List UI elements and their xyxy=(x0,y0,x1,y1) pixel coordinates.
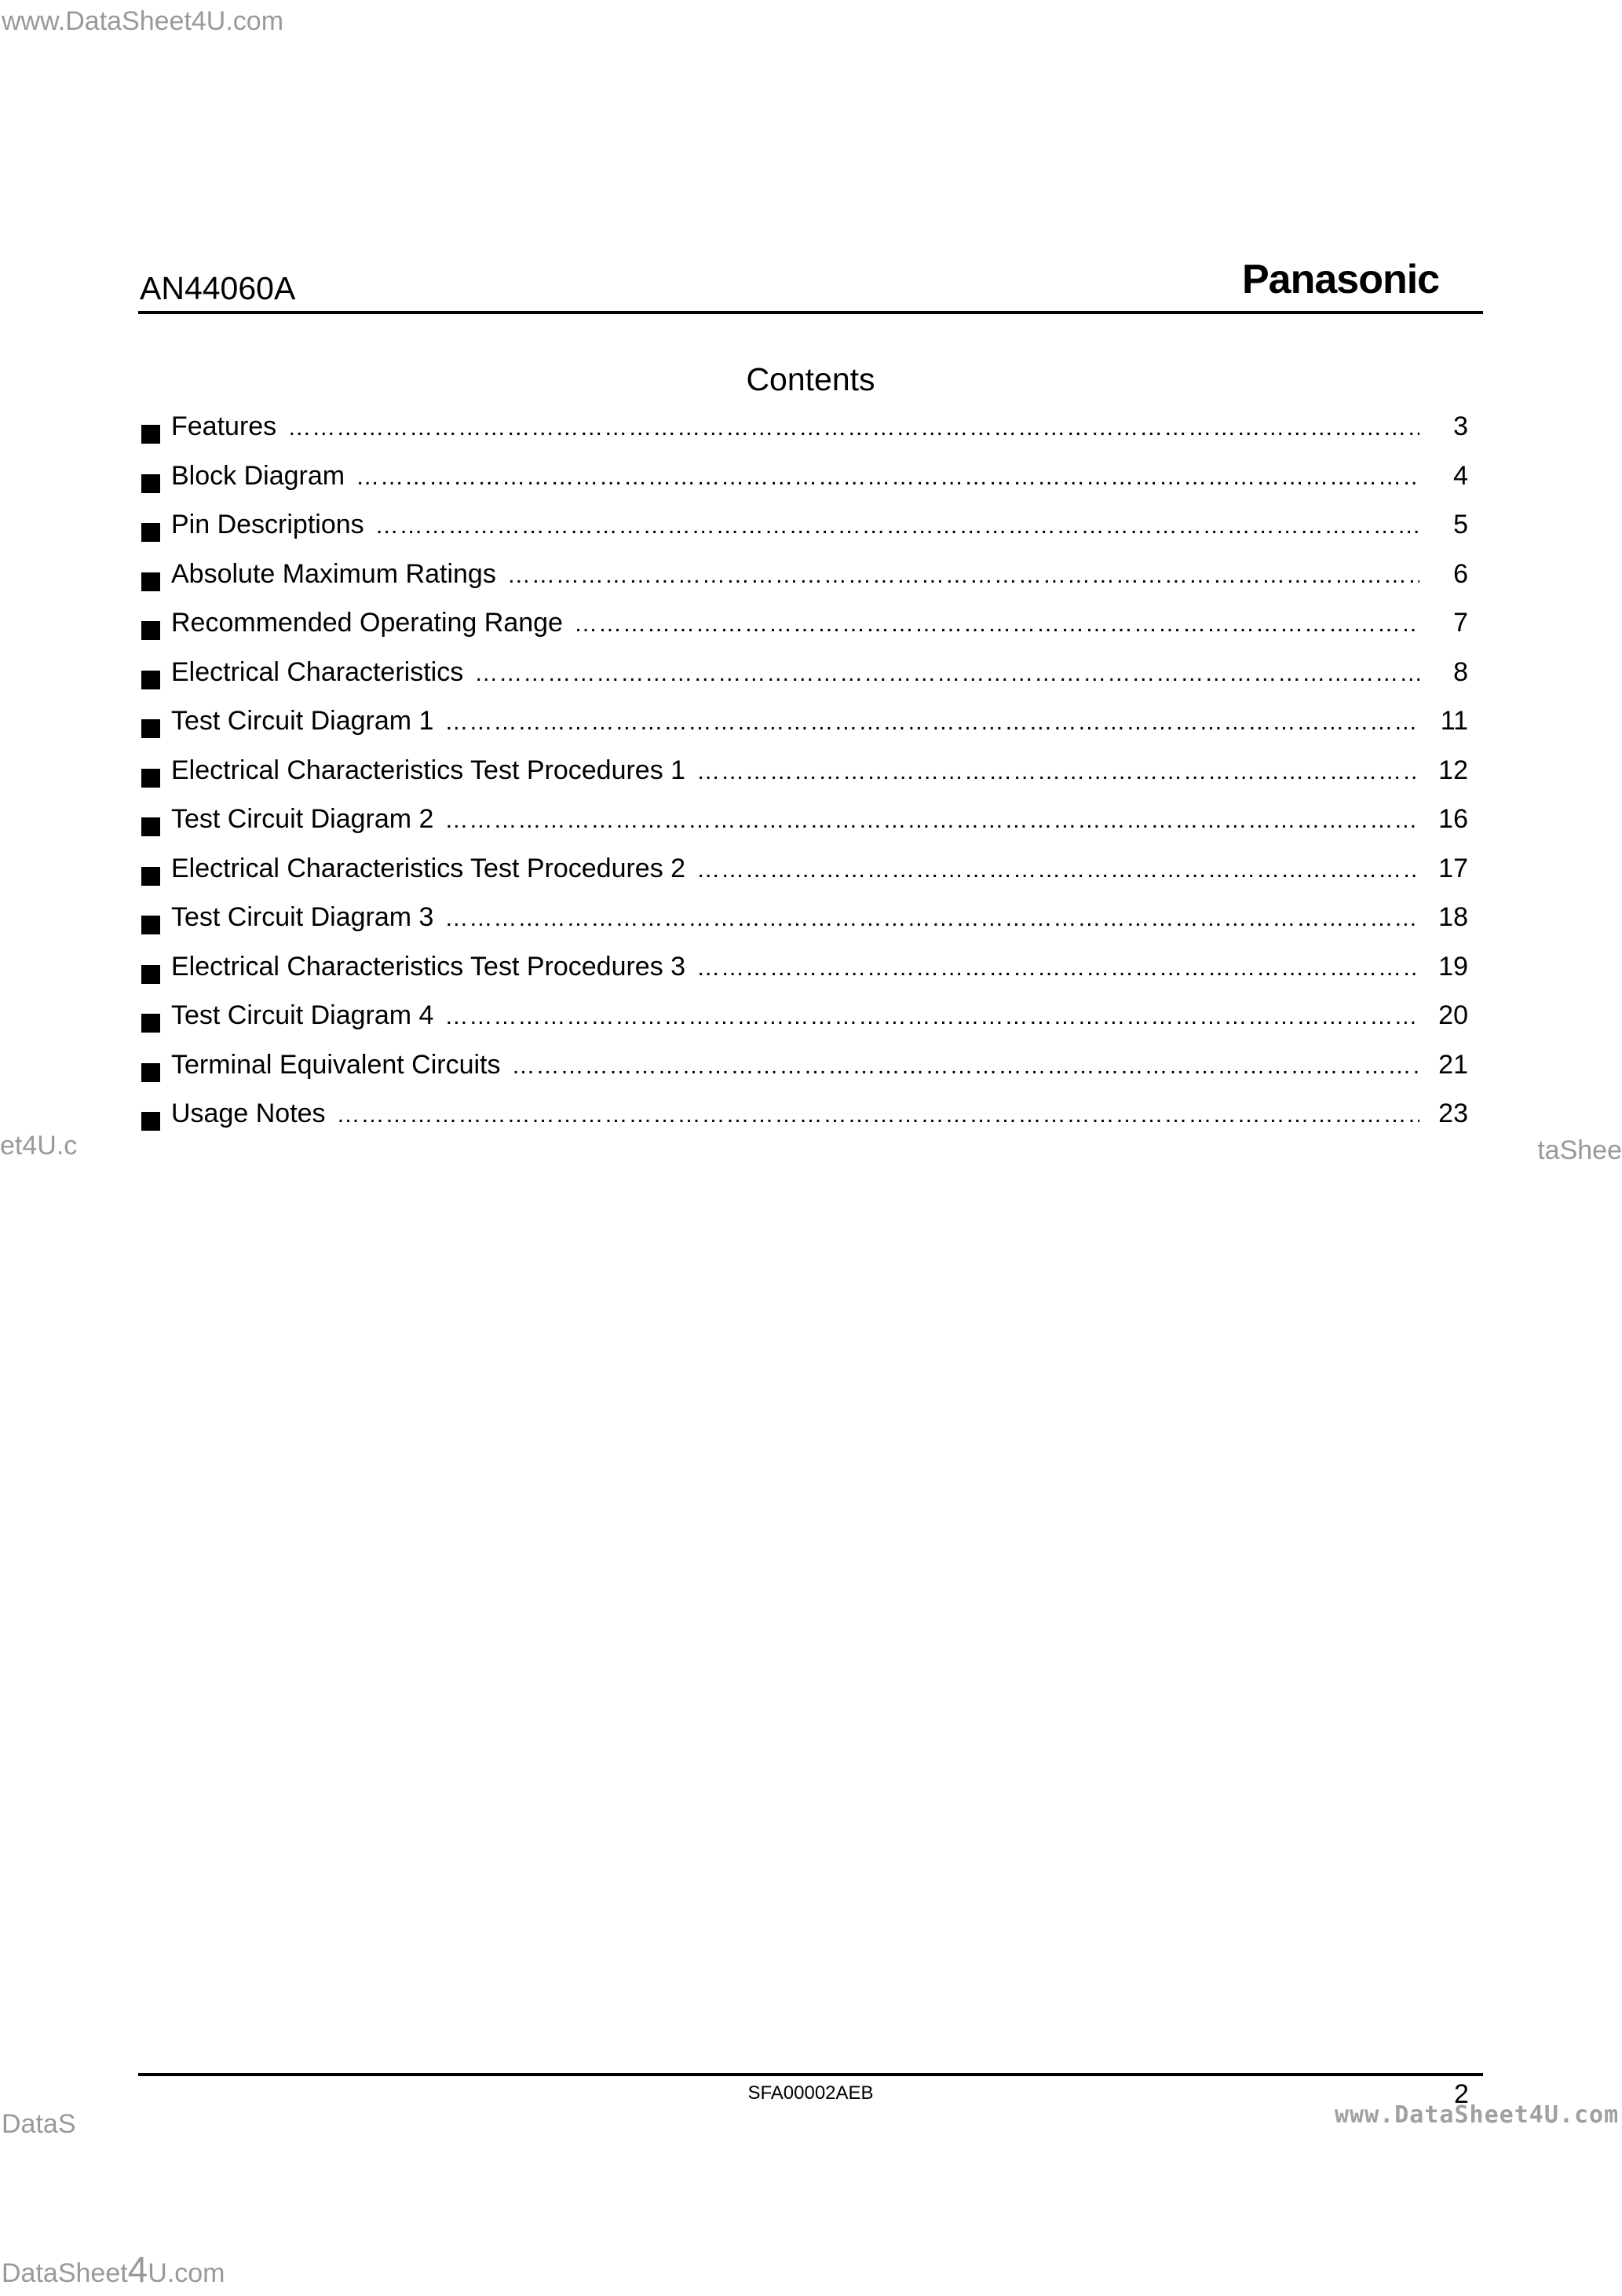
square-bullet-icon xyxy=(141,719,160,738)
toc-item[interactable] xyxy=(141,706,1468,755)
brand-logo: Panasonic xyxy=(1242,257,1440,302)
square-bullet-icon xyxy=(141,572,160,591)
watermark-bottom-suffix: U.com xyxy=(148,2258,225,2288)
square-bullet-icon xyxy=(141,474,160,493)
toc-item-title: Electrical Characteristics Test Procedures 1 xyxy=(171,755,686,785)
watermark-right-edge: taShee xyxy=(1537,1135,1622,1165)
toc-item[interactable] xyxy=(141,559,1468,609)
toc-item-title: Features xyxy=(171,411,277,441)
table-of-contents xyxy=(141,411,1468,1148)
toc-item[interactable] xyxy=(141,1099,1468,1148)
square-bullet-icon xyxy=(141,671,160,689)
toc-item-page: 16 xyxy=(1438,804,1468,834)
dot-leader xyxy=(356,464,1419,491)
toc-item[interactable] xyxy=(141,411,1468,461)
toc-item-page: 18 xyxy=(1438,902,1468,932)
document-title: AN44060A xyxy=(140,270,296,306)
dot-leader xyxy=(696,759,1419,785)
square-bullet-icon xyxy=(141,425,160,444)
toc-item-page: 17 xyxy=(1438,853,1468,883)
square-bullet-icon xyxy=(141,817,160,836)
toc-item-page: 23 xyxy=(1438,1099,1468,1128)
square-bullet-icon xyxy=(141,1112,160,1131)
watermark-lower-right: www.DataSheet4U.com xyxy=(1335,2101,1620,2129)
toc-item-title: Recommended Operating Range xyxy=(171,608,563,638)
toc-item-page: 7 xyxy=(1453,608,1468,638)
toc-item-title: Block Diagram xyxy=(171,460,345,491)
toc-item[interactable] xyxy=(141,1000,1468,1050)
toc-item[interactable] xyxy=(141,510,1468,559)
toc-item-page: 5 xyxy=(1453,510,1468,539)
watermark-bottom-big: 4 xyxy=(127,2249,148,2290)
watermark-lower-left: DataS xyxy=(2,2109,76,2139)
square-bullet-icon xyxy=(141,1063,160,1082)
toc-item-page: 11 xyxy=(1440,706,1468,736)
toc-item[interactable] xyxy=(141,461,1468,510)
toc-item-title: Electrical Characteristics xyxy=(171,656,464,687)
toc-item-page: 4 xyxy=(1453,460,1468,491)
toc-item[interactable] xyxy=(141,608,1468,657)
square-bullet-icon xyxy=(141,769,160,788)
square-bullet-icon xyxy=(141,867,160,886)
toc-item-title: Test Circuit Diagram 2 xyxy=(171,804,434,834)
dot-leader xyxy=(444,709,1419,736)
toc-item[interactable] xyxy=(141,657,1468,707)
document-code: SFA00002AEB xyxy=(747,2082,874,2104)
toc-item-page: 20 xyxy=(1438,1000,1468,1030)
square-bullet-icon xyxy=(141,1014,160,1033)
toc-item-title: Usage Notes xyxy=(171,1099,326,1128)
toc-item-page: 19 xyxy=(1438,951,1468,982)
toc-item-title: Electrical Characteristics Test Procedures 2 xyxy=(171,853,686,883)
watermark-bottom-prefix: DataSheet xyxy=(2,2258,128,2288)
dot-leader xyxy=(507,562,1419,589)
toc-item[interactable] xyxy=(141,755,1468,805)
toc-item-title: Absolute Maximum Ratings xyxy=(171,558,496,589)
toc-item-page: 3 xyxy=(1453,411,1468,441)
dot-leader xyxy=(696,955,1419,982)
square-bullet-icon xyxy=(141,621,160,640)
toc-item[interactable] xyxy=(141,854,1468,903)
dot-leader xyxy=(337,1102,1419,1128)
toc-item-title: Electrical Characteristics Test Procedures 3 xyxy=(171,951,686,982)
dot-leader xyxy=(574,611,1419,638)
footer-divider xyxy=(138,2073,1483,2076)
watermark-bottom xyxy=(2,2249,225,2290)
dot-leader xyxy=(512,1053,1420,1080)
dot-leader xyxy=(444,905,1419,932)
dot-leader xyxy=(375,513,1419,539)
contents-heading: Contents xyxy=(746,361,875,397)
toc-item-title: Test Circuit Diagram 4 xyxy=(171,1000,434,1030)
dot-leader xyxy=(696,857,1419,883)
square-bullet-icon xyxy=(141,965,160,984)
toc-item[interactable] xyxy=(141,804,1468,854)
toc-item-page: 8 xyxy=(1453,656,1468,687)
toc-item-title: Test Circuit Diagram 3 xyxy=(171,902,434,932)
toc-item-page: 12 xyxy=(1438,755,1468,785)
square-bullet-icon xyxy=(141,916,160,934)
toc-item[interactable] xyxy=(141,1050,1468,1099)
dot-leader xyxy=(444,807,1419,834)
dot-leader xyxy=(287,415,1419,441)
square-bullet-icon xyxy=(141,523,160,542)
toc-item-page: 21 xyxy=(1438,1049,1468,1080)
toc-item[interactable] xyxy=(141,952,1468,1001)
header-divider xyxy=(138,311,1483,314)
toc-item-title: Pin Descriptions xyxy=(171,510,364,539)
toc-item-page: 6 xyxy=(1453,558,1468,589)
watermark-top: www.DataSheet4U.com xyxy=(2,6,284,36)
dot-leader xyxy=(474,660,1419,687)
watermark-left-edge: et4U.c xyxy=(0,1131,78,1161)
toc-item-title: Test Circuit Diagram 1 xyxy=(171,706,434,736)
page-number: 2 xyxy=(1454,2079,1469,2109)
toc-item[interactable] xyxy=(141,902,1468,952)
dot-leader xyxy=(444,1004,1419,1030)
toc-item-title: Terminal Equivalent Circuits xyxy=(171,1049,501,1080)
